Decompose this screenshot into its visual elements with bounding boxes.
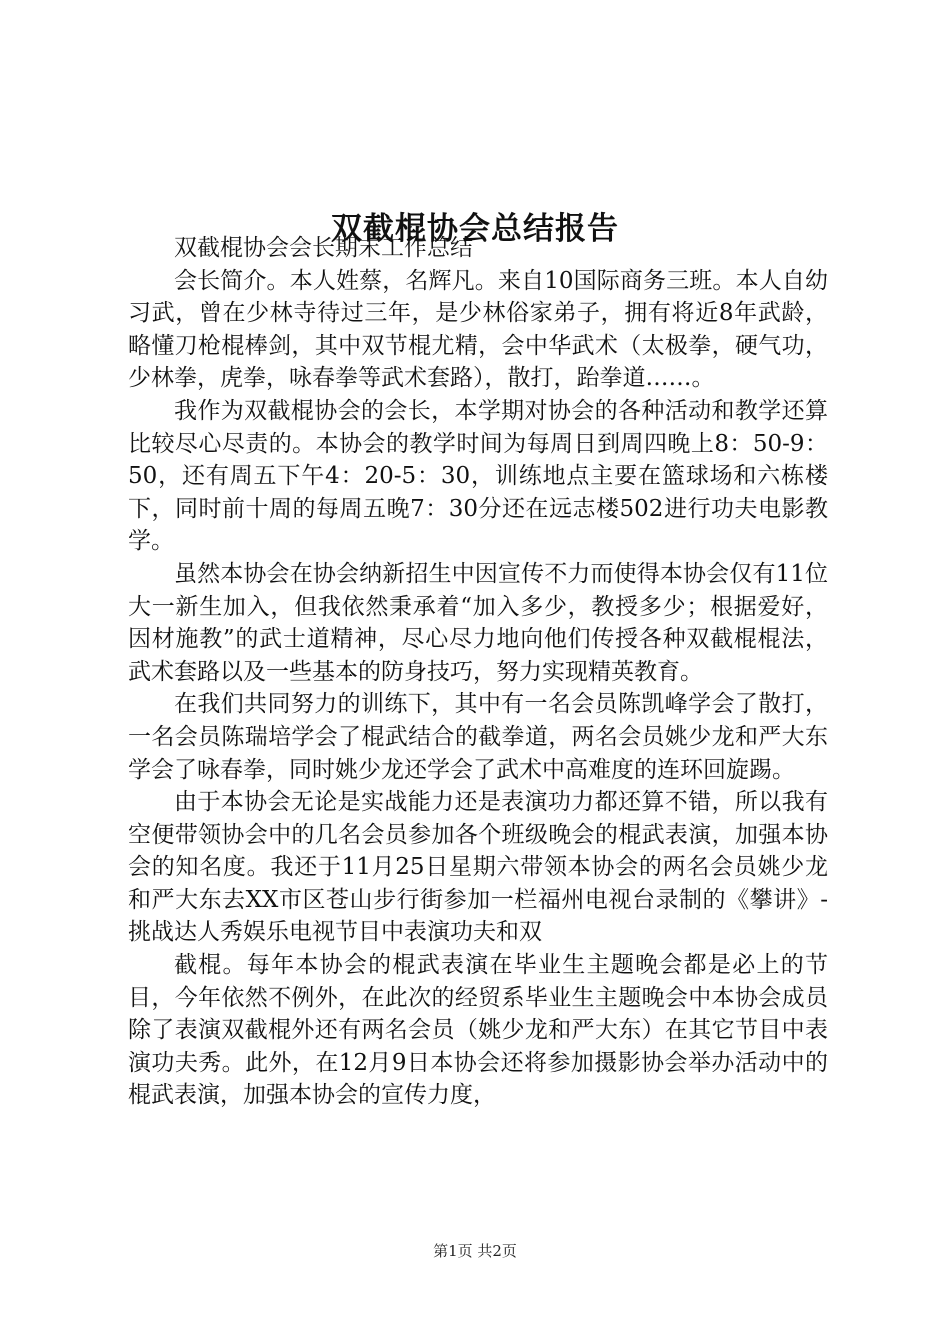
body-paragraph: 在我们共同努力的训练下，其中有一名会员陈凯峰学会了散打，一名会员陈瑞培学会了棍武结合的截拳道，两名会员姚少龙和严大东学会了咏春拳，同时姚少龙还学会了武术中高难度的连环回旋踢。: [128, 691, 828, 783]
body-paragraph: 会长简介。本人姓蔡，名辉凡。来自10国际商务三班。本人自幼习武，曾在少林寺待过三年，是少林俗家弟子，拥有将近8年武龄，略懂刀枪棍棒剑，其中双节棍尤精，会中华武术（太极拳，硬气功，少林拳，虎拳，咏春拳等武术套路），散打，跆拳道……。: [128, 267, 828, 392]
document-body: [128, 232, 828, 1112]
body-paragraph: 虽然本协会在协会纳新招生中因宣传不力而使得本协会仅有11位大一新生加入，但我依然秉承着“加入多少，教授多少；根据爱好，因材施教”的武士道精神，尽心尽力地向他们传授各种双截棍棍法，武术套路以及一些基本的防身技巧，努力实现精英教育。: [128, 560, 828, 685]
document-title: 双截棍协会总结报告: [331, 210, 619, 247]
subtitle-paragraph: 双截棍协会会长期末工作总结: [174, 235, 473, 261]
body-paragraph: 由于本协会无论是实战能力还是表演功力都还算不错，所以我有空便带领协会中的几名会员参加各个班级晚会的棍武表演，加强本协会的知名度。我还于11月25日星期六带领本协会的两名会员姚少龙和严大东去XX市区苍山步行街参加一栏福州电视台录制的《攀讲》-挑战达人秀娱乐电视节目中表演功夫和双: [128, 789, 828, 946]
page-footer: 第1页 共2页: [433, 1242, 517, 1260]
body-paragraph: 截棍。每年本协会的棍武表演在毕业生主题晚会都是必上的节目，今年依然不例外，在此次的经贸系毕业生主题晚会中本协会成员除了表演双截棍外还有两名会员（姚少龙和严大东）在其它节目中表演功夫秀。此外，在12月9日本协会还将参加摄影协会举办活动中的棍武表演，加强本协会的宣传力度，: [128, 952, 828, 1109]
body-paragraph: 我作为双截棍协会的会长，本学期对协会的各种活动和教学还算比较尽心尽责的。本协会的教学时间为每周日到周四晚上8：50-9：50，还有周五下午4：20-5：30，训练地点主要在篮球场和六栋楼下，同时前十周的每周五晚7：30分还在远志楼502进行功夫电影教学。: [128, 397, 828, 555]
